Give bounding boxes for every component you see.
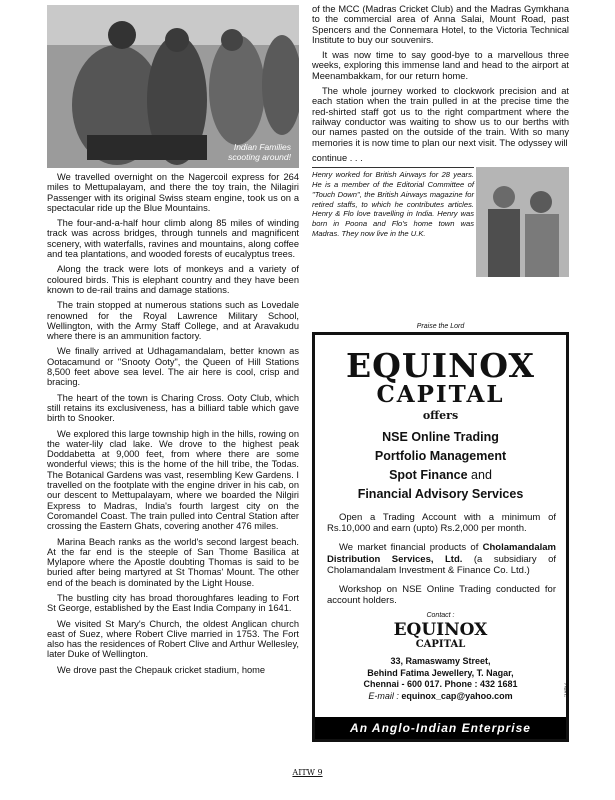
author-bio-section bbox=[312, 167, 569, 277]
article-paragraph: Marina Beach ranks as the world's second largest beach. At the far end is the steeple of San Thome Basilica at Mylapore where the Apostle doubting Thomas is said to be buried after being martyred at St Thomas' Mount. The other end of the beach is dominated by the Light House. bbox=[47, 536, 299, 588]
left-column bbox=[47, 5, 299, 680]
article-paragraph: The train stopped at numerous stations such as Lovedale renowned for the Royal Lawrence Military School, Wellington, with the Army Staff College, and at Aravakudu where there is an ammunition factory. bbox=[47, 300, 299, 342]
address-line: Chennai - 600 017. Phone : 432 1681 bbox=[363, 679, 518, 690]
equinox-advertisement bbox=[312, 323, 569, 758]
article-paragraph: It was now time to say good-bye to a marvellous three weeks, exploring this immense land and head to the airport at Meenambakkam, for our return home. bbox=[312, 50, 569, 81]
capital-small-logo: CAPITAL bbox=[415, 639, 466, 651]
service-item: Portfolio Management bbox=[374, 449, 507, 463]
author-photo bbox=[476, 167, 569, 277]
article-paragraph: We travelled overnight on the Nagercoil express for 264 miles to Mettupalayam, and there the toy train, the Nilagiri Passenger with its original Swiss steam engine, took us on a spectacular ride up the Blue Mountains. bbox=[47, 172, 299, 213]
ad-products-company: Cholamandalam Distribution Services, Ltd. bbox=[327, 542, 557, 565]
email-address: equinox_cap@yahoo.com bbox=[401, 690, 513, 701]
ad-box bbox=[312, 332, 569, 742]
ad-services bbox=[315, 428, 566, 504]
continue-text: continue . . . bbox=[312, 152, 363, 163]
photo-caption-line2: scooting around! bbox=[228, 152, 291, 162]
article-paragraph: We drove past the Chepauk cricket stadium, home bbox=[57, 664, 266, 675]
equinox-logo: EQUINOX bbox=[345, 346, 536, 385]
article-paragraph: Along the track were lots of monkeys and a variety of coloured birds. This is elephant country and they have been known to de-rail trains and damage stations. bbox=[47, 264, 299, 295]
ad-offers: offers bbox=[422, 409, 459, 422]
email-label: E-mail : bbox=[368, 690, 399, 701]
address-line: Behind Fatima Jewellery, T. Nagar, bbox=[367, 667, 514, 678]
page-footer: AITW 9 bbox=[292, 768, 323, 777]
address-line: 33, Ramaswamy Street, bbox=[390, 656, 491, 667]
scooter-family-photo bbox=[47, 5, 299, 168]
article-paragraph: We visited St Mary's Church, the oldest Anglican church east of Suez, where Robert Clive married in 1753. The Fort also has the residences of Robert Clive and Arthur Wellesley, later Duke of Wellington. bbox=[47, 618, 299, 660]
article-paragraph: We finally arrived at Udhagamandalam, better known as Ootacamund or "Snooty Ooty", the Queen of Hill Stations 8,500 feet above sea level. The air here is cool, crisp and bracing. bbox=[47, 346, 299, 388]
ad-workshop: Workshop on NSE Online Trading conducted for account holders. bbox=[327, 584, 556, 607]
photo-caption bbox=[228, 142, 291, 162]
ad-address bbox=[315, 656, 566, 702]
equinox-small-logo: EQUINOX bbox=[393, 620, 488, 641]
ad-praise: Praise the Lord bbox=[416, 323, 465, 330]
article-paragraph: of the MCC (Madras Cricket Club) and the Madras Gymkhana to the commercial area of Anna Salai, Mount Road, past Spencers and the Connemara Hotel, to the Victoria Technical Institute to buy our souvenirs. bbox=[312, 4, 569, 45]
anglo-indian-banner: An Anglo-Indian Enterprise bbox=[315, 717, 566, 739]
ad-trading-account: Open a Trading Account with a minimum of Rs.10,000 and earn (upto) Rs.2,000 per month. bbox=[327, 512, 556, 535]
ad-products-subsidiary: (a subsidiary of Cholamandalam Investment & Finance Co. Ltd.) bbox=[327, 553, 556, 576]
service-and: and bbox=[471, 468, 492, 482]
advt-label: Advt. bbox=[563, 683, 569, 697]
article-paragraph: The heart of the town is Charing Cross. Ooty Club, which still retains its exclusiveness, has a billiard table which gave birth to Snooker. bbox=[47, 392, 299, 424]
email-line bbox=[315, 691, 566, 703]
service-item-with-and bbox=[315, 466, 566, 485]
article-paragraph: The whole journey worked to clockwork precision and at each station when the train pulled in at the precise time the red-shirted staff got us to the right compartment where the railway conductor was waiting to show us to our berths with our names pasted on the outside of the train. With so many memories it is now time to plan our next visit. The odyssey will bbox=[312, 86, 569, 148]
contact-label: Contact : bbox=[426, 612, 455, 620]
service-item: Financial Advisory Services bbox=[357, 487, 524, 501]
article-paragraph: The bustling city has broad thoroughfares leading to Fort St George, established by the East India Company in 1641. bbox=[47, 592, 299, 614]
article-paragraph: The four-and-a-half hour climb along 85 miles of winding track was across bridges, through tunnels and magnificent scenery, with waterfalls, ravines and mountains, along coffee and tea plantations, and wooded forests of eucalyptus trees. bbox=[47, 218, 299, 260]
author-bio: Henry worked for British Airways for 28 years. He is a member of the Editorial Committee of "Touch Down", the British Airways magazine for retired staffs, to which he contributes articles. Henry & Flo love travelling in India. Henry was born in Poona and Flo's home town was Madras. They now live in the U.K. bbox=[312, 167, 474, 277]
service-item: Spot Finance bbox=[389, 468, 468, 482]
right-column bbox=[312, 4, 569, 277]
couple-image bbox=[476, 167, 569, 277]
capital-logo: CAPITAL bbox=[376, 381, 505, 408]
photo-caption-line1: Indian Families bbox=[233, 142, 291, 152]
article-paragraph: We explored this large township high in the hills, rowing on the water-lily clad lake. We drove to the highest peak Doddabetta at 9,000 feet, from where there are some wonderful views; this is the home of the hill tribe, the Todas. The Botanical Gardens was vast, resembling Kew Gardens. I travelled on the footplate with the engine driver in his cab, on our descent to Mettupalayam, where we boarded the Nilgiri Express to Madras, India's fourth largest city on the Coromandel Coast. The train pulled into Central Station after crossing the Eastern Ghats, covering another 476 miles. bbox=[47, 428, 299, 532]
ad-products-intro: We market financial products of bbox=[339, 542, 479, 554]
service-item: NSE Online Trading bbox=[382, 430, 499, 444]
left-article-text bbox=[47, 172, 299, 675]
ad-products bbox=[327, 542, 556, 576]
